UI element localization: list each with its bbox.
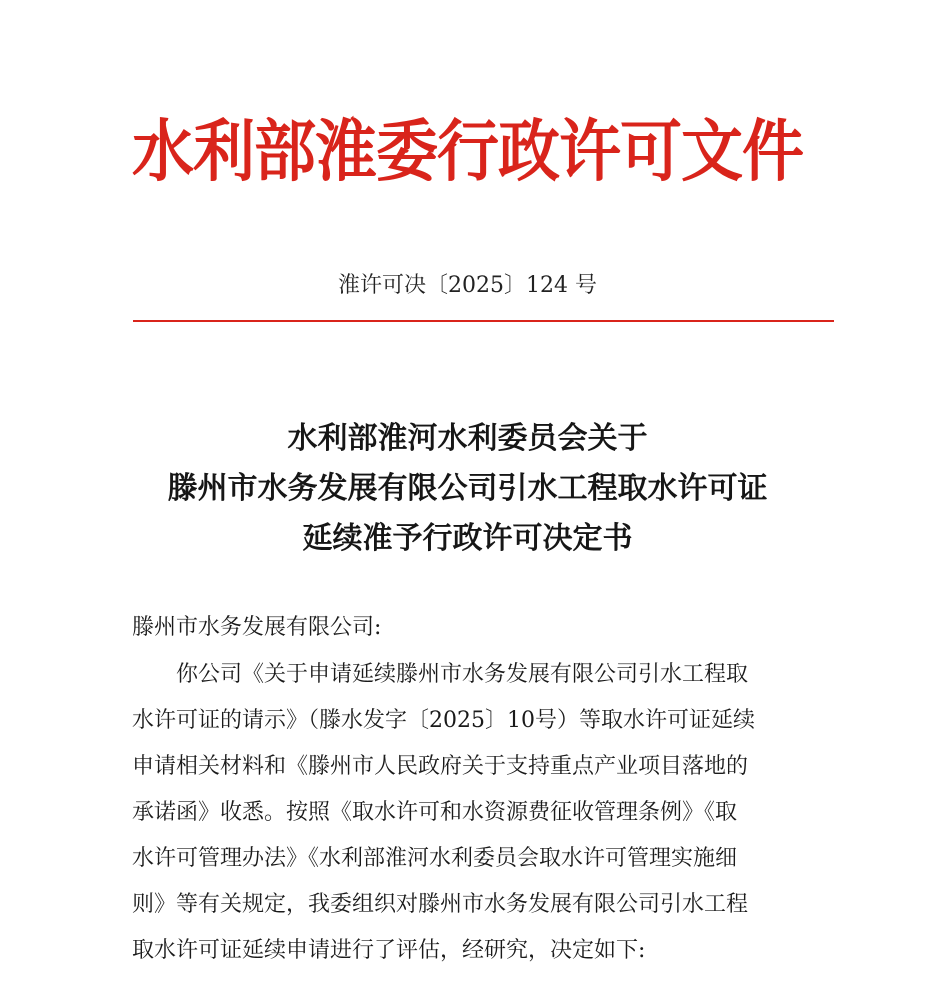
body-line: 水许可管理办法》《水利部淮河水利委员会取水许可管理实施细 xyxy=(132,846,738,871)
body-line: 你公司《关于申请延续滕州市水务发展有限公司引水工程取 xyxy=(176,662,749,687)
title-line-3: 延续准予行政许可决定书 xyxy=(302,521,633,556)
body-line: 取水许可证延续申请进行了评估，经研究，决定如下: xyxy=(132,938,646,963)
body-line: 申请相关材料和《滕州市人民政府关于支持重点产业项目落地的 xyxy=(132,754,749,779)
title-line-2: 滕州市水务发展有限公司引水工程取水许可证 xyxy=(167,471,768,506)
masthead-title: 水利部淮委行政许可文件 xyxy=(131,112,803,191)
body-line: 则》等有关规定，我委组织对滕州市水务发展有限公司引水工程 xyxy=(132,892,749,917)
addressee: 滕州市水务发展有限公司: xyxy=(132,615,382,640)
body-paragraph xyxy=(132,652,822,974)
body-line: 水许可证的请示》（滕水发字〔2025〕10号）等取水许可证延续 xyxy=(132,708,755,733)
document-title xyxy=(0,414,935,564)
body-line: 承诺函》收悉。按照《取水许可和水资源费征收管理条例》《取 xyxy=(132,800,738,825)
title-line-1: 水利部淮河水利委员会关于 xyxy=(287,421,648,456)
red-divider-line xyxy=(133,320,834,322)
document-number: 淮许可决〔2025〕124 号 xyxy=(338,273,597,298)
